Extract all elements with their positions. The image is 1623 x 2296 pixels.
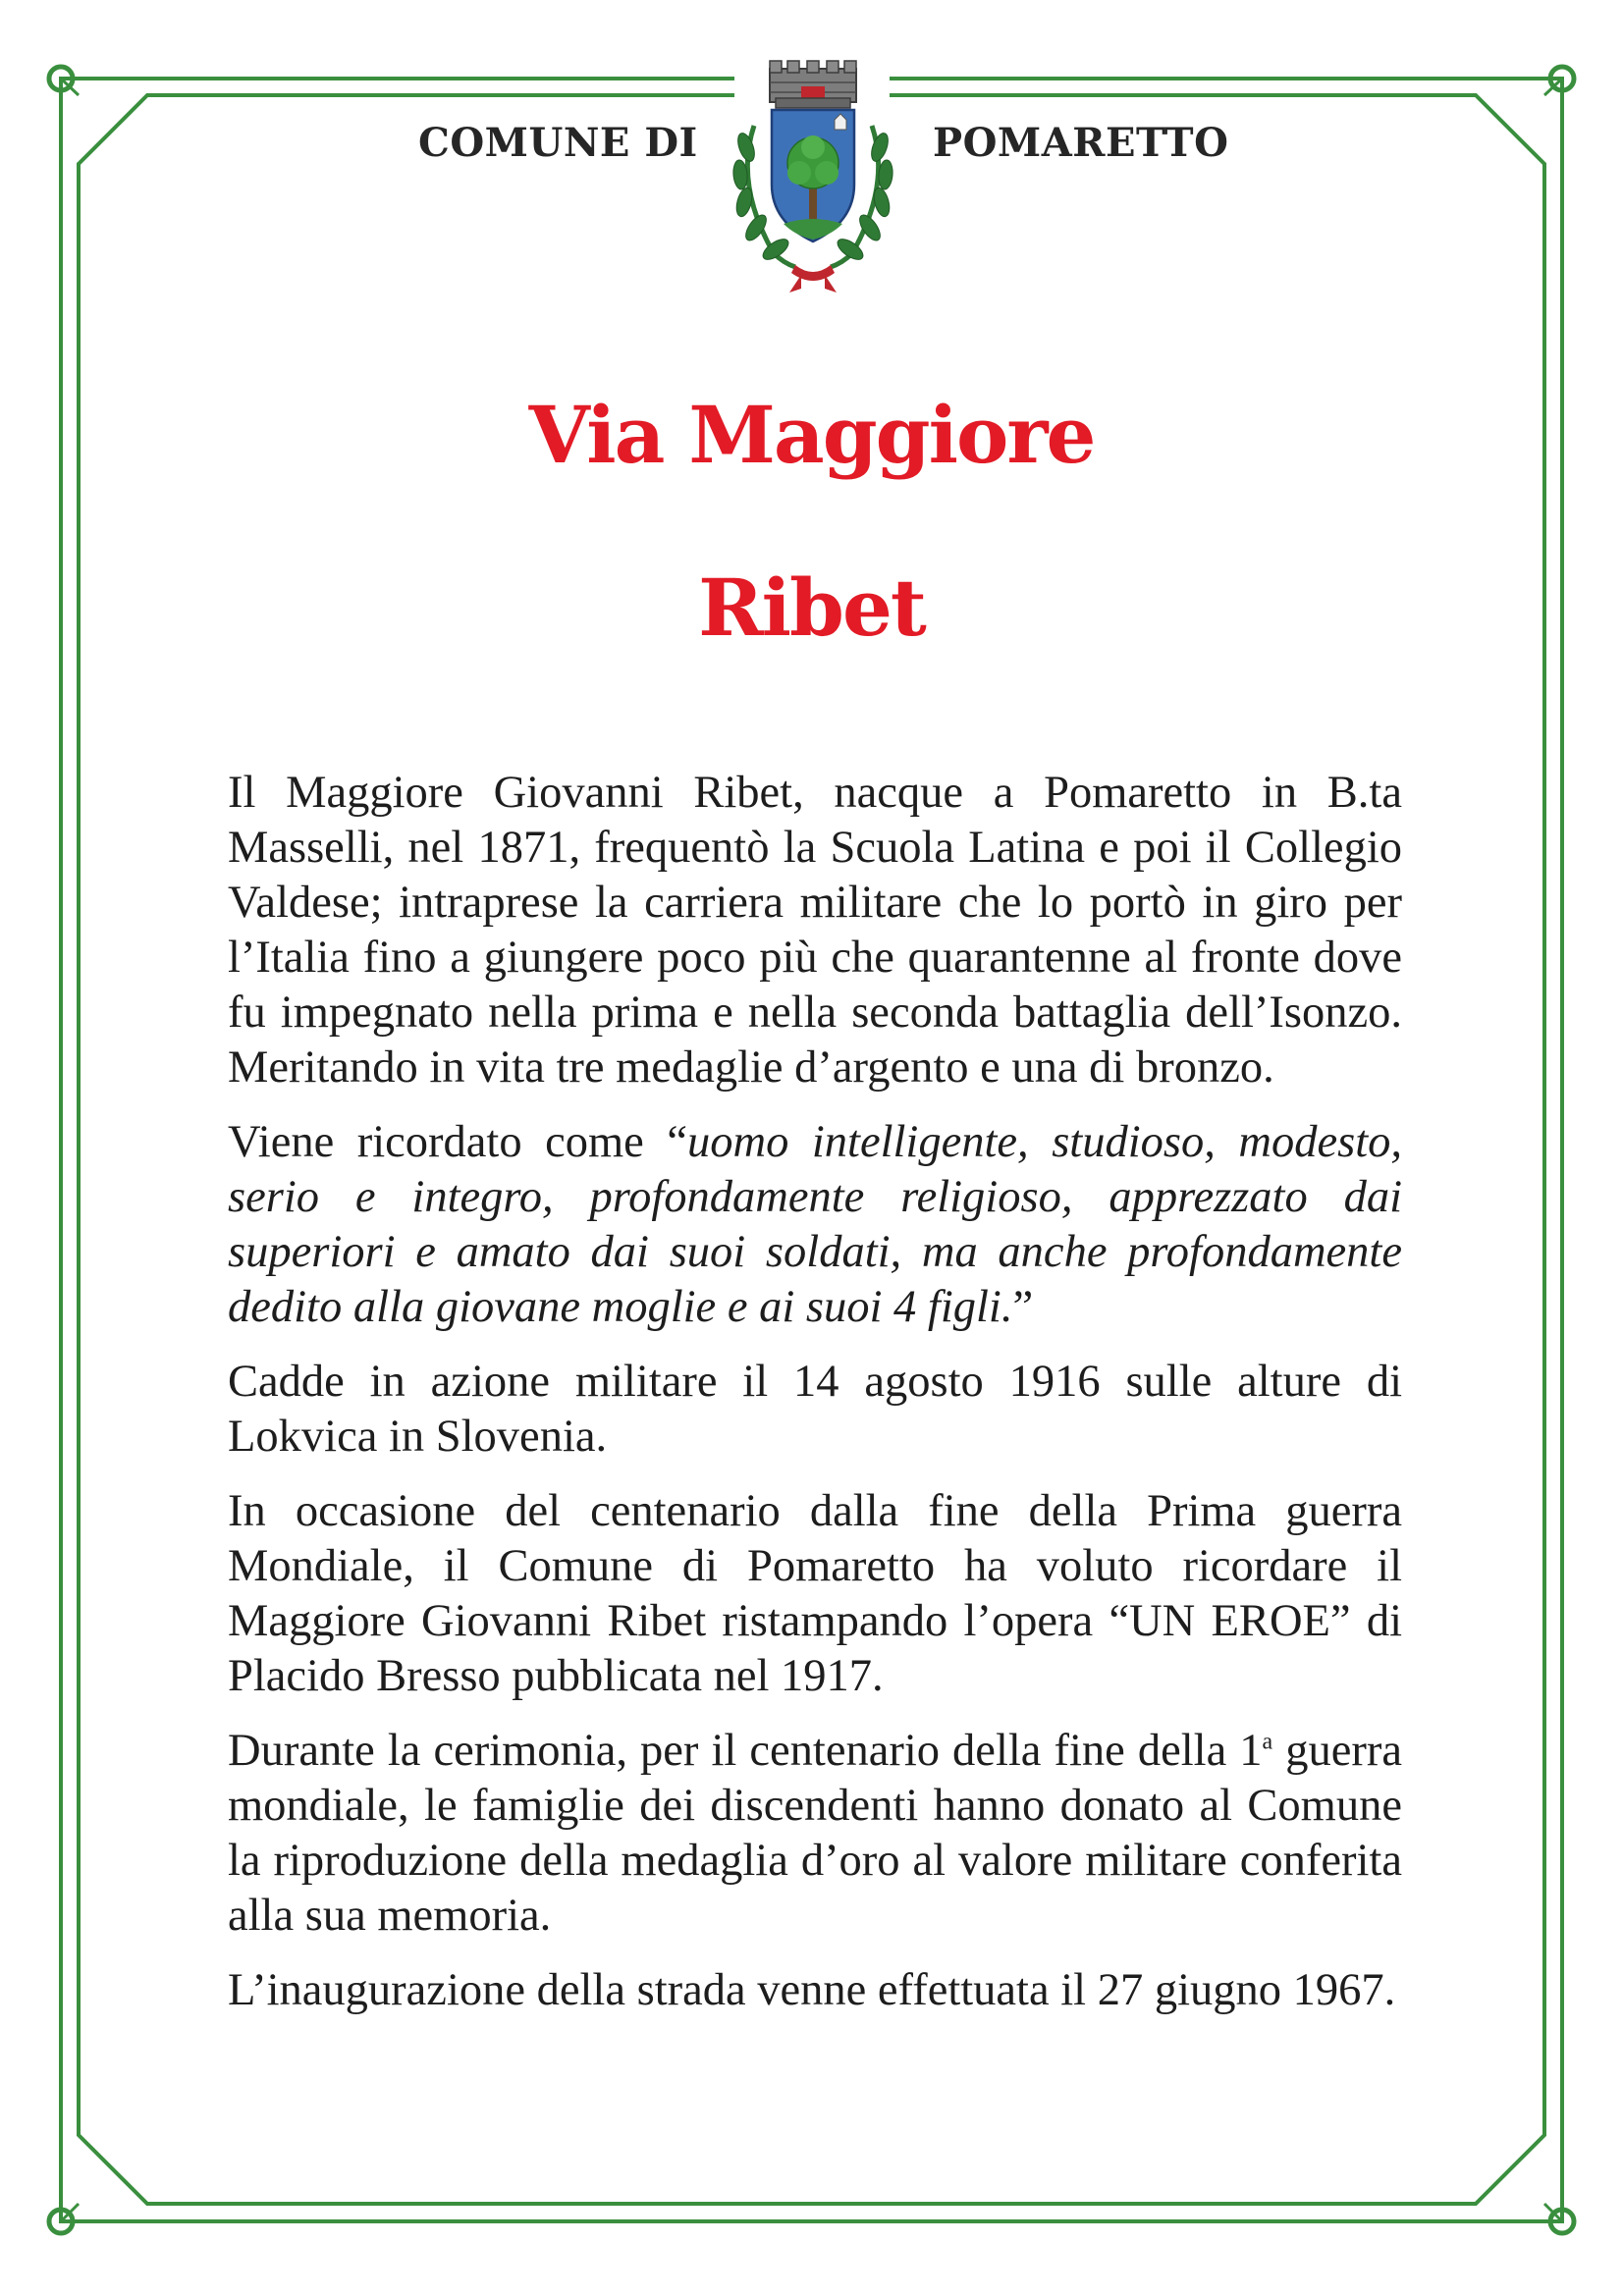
title-line-2: Ribet bbox=[698, 561, 925, 654]
page-title bbox=[0, 348, 1623, 694]
ribbon-icon bbox=[789, 265, 837, 293]
biography-body bbox=[228, 766, 1402, 2038]
paragraph-death: Cadde in azione militare il 14 agosto 1916 sulle alture di Lokvica in Slovenia. bbox=[228, 1357, 1402, 1462]
crown-icon bbox=[770, 61, 856, 108]
header-comune-di: COMUNE DI bbox=[418, 120, 698, 166]
paragraph-birth-career: Il Maggiore Giovanni Ribet, nacque a Pomaretto in B.ta Masselli, nel 1871, frequentò la Scuola Latina e poi il Collegio Valdese; intraprese la carriera militare che lo portò in giro per l’Italia fino a giungere poco più che quarantenne al fronte dove fu impegnato nella prima e nella seconda battaglia dell’Isonzo. Meritando in vita tre medaglie d’argento e una di bronzo. bbox=[228, 768, 1402, 1093]
quote-intro: Viene ricordato come “ bbox=[228, 1117, 687, 1167]
corner-connector-tr bbox=[1544, 79, 1562, 95]
paragraph-remembered-as bbox=[228, 1115, 1402, 1335]
paragraph-inauguration: L’inaugurazione della strada venne effettuata il 27 giugno 1967. bbox=[228, 1965, 1396, 2015]
ceremony-text-start: Durante la cerimonia, per il centenario della fine della 1 bbox=[228, 1726, 1263, 1776]
paragraph-ceremony bbox=[228, 1724, 1402, 1944]
quote-text: uomo intelligente, studioso, modesto, serio e integro, profondamente religioso, apprezzato dai superiori e amato dai suoi soldati, ma anche profondamente dedito alla giovane moglie e ai suoi 4 figli. bbox=[228, 1117, 1402, 1332]
quote-close: ” bbox=[1012, 1282, 1034, 1332]
ordinal-superscript: a bbox=[1262, 1729, 1273, 1755]
title-line-1: Via Maggiore bbox=[528, 389, 1095, 481]
paragraph-centenary: In occasione del centenario dalla fine della Prima guerra Mondiale, il Comune di Pomaretto ha voluto ricordare il Maggiore Giovanni Ribet ristampando l’opera “UN EROE” di Placido Bresso pubblicata nel 1917. bbox=[228, 1486, 1402, 1701]
corner-connector-br bbox=[1544, 2204, 1562, 2221]
shield-icon bbox=[772, 110, 854, 241]
ceremony-text-rest: guerra mondiale, le famiglie dei discendenti hanno donato al Comune la riproduzione della medaglia d’oro al valore militare conferita alla sua memoria. bbox=[228, 1726, 1402, 1941]
corner-connector-tl bbox=[61, 79, 79, 95]
header-pomaretto: POMARETTO bbox=[933, 120, 1229, 166]
corner-connector-bl bbox=[61, 2204, 79, 2221]
municipal-crest-icon bbox=[725, 57, 901, 298]
